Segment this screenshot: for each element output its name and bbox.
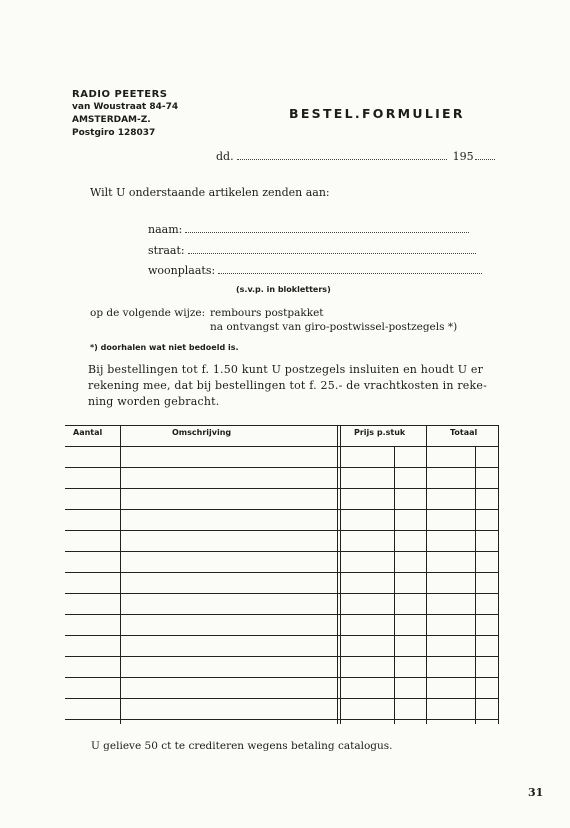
- page-number: 31: [528, 786, 544, 799]
- year-blank[interactable]: [475, 159, 495, 160]
- sender-address: [72, 88, 178, 140]
- name-field[interactable]: [148, 223, 469, 236]
- header-omschrijving: Omschrijving: [172, 428, 232, 437]
- shipping-info-paragraph: [88, 362, 487, 410]
- date-blank[interactable]: [237, 159, 447, 160]
- row-rule: [65, 467, 499, 468]
- table-top-rule: [65, 425, 499, 426]
- street-blank[interactable]: [188, 253, 476, 254]
- sender-name: RADIO PEETERS: [72, 89, 168, 100]
- name-label: naam:: [148, 223, 183, 236]
- row-rule: [65, 698, 499, 699]
- header-prijs: Prijs p.stuk: [354, 428, 406, 437]
- date-prefix: dd.: [216, 150, 234, 163]
- intro-text: Wilt U onderstaande artikelen zenden aan:: [90, 186, 330, 199]
- form-title: BESTEL.FORMULIER: [289, 106, 465, 121]
- footnote: *) doorhalen wat niet bedoeld is.: [90, 343, 239, 352]
- row-rule: [65, 551, 499, 552]
- row-rule: [65, 509, 499, 510]
- column-rule: [426, 425, 427, 724]
- order-table: [65, 425, 499, 724]
- footer-note: U gelieve 50 ct te crediteren wegens betaling catalogus.: [91, 740, 393, 752]
- city-field[interactable]: [148, 264, 482, 277]
- header-totaal: Totaal: [450, 428, 478, 437]
- name-blank[interactable]: [185, 232, 469, 233]
- paragraph-line: rekening mee, dat bij bestellingen tot f. 25.- de vrachtkosten in reke-: [88, 379, 487, 392]
- row-rule: [65, 530, 499, 531]
- method-label: op de volgende wijze:: [90, 307, 206, 319]
- table-header-rule: [65, 446, 499, 447]
- street-field[interactable]: [148, 244, 476, 257]
- date-line[interactable]: [216, 150, 495, 163]
- row-rule: [65, 635, 499, 636]
- row-rule: [65, 656, 499, 657]
- row-rule: [65, 593, 499, 594]
- city-label: woonplaats:: [148, 264, 216, 277]
- block-letters-note: (s.v.p. in blokletters): [236, 285, 331, 294]
- paragraph-line: Bij bestellingen tot f. 1.50 kunt U postzegels insluiten en houdt U er: [88, 363, 484, 376]
- row-rule: [65, 614, 499, 615]
- method-option-rembours[interactable]: rembours postpakket: [210, 307, 324, 319]
- column-rule: [340, 425, 341, 724]
- street-label: straat:: [148, 244, 185, 257]
- sender-street: van Woustraat 84-74: [72, 102, 179, 112]
- column-rule: [337, 425, 338, 724]
- date-year: 195: [452, 150, 474, 163]
- paragraph-line: ning worden gebracht.: [88, 395, 220, 408]
- method-option-giro[interactable]: na ontvangst van giro-postwissel-postzegels *): [210, 321, 458, 333]
- row-rule: [65, 488, 499, 489]
- row-rule: [65, 572, 499, 573]
- row-rule: [65, 677, 499, 678]
- column-rule: [498, 425, 499, 724]
- table-bottom-rule: [65, 719, 499, 720]
- sender-city: AMSTERDAM-Z.: [72, 115, 151, 125]
- city-blank[interactable]: [218, 273, 482, 274]
- column-rule: [120, 425, 121, 724]
- sender-giro: Postgiro 128037: [72, 128, 156, 138]
- header-aantal: Aantal: [73, 428, 103, 437]
